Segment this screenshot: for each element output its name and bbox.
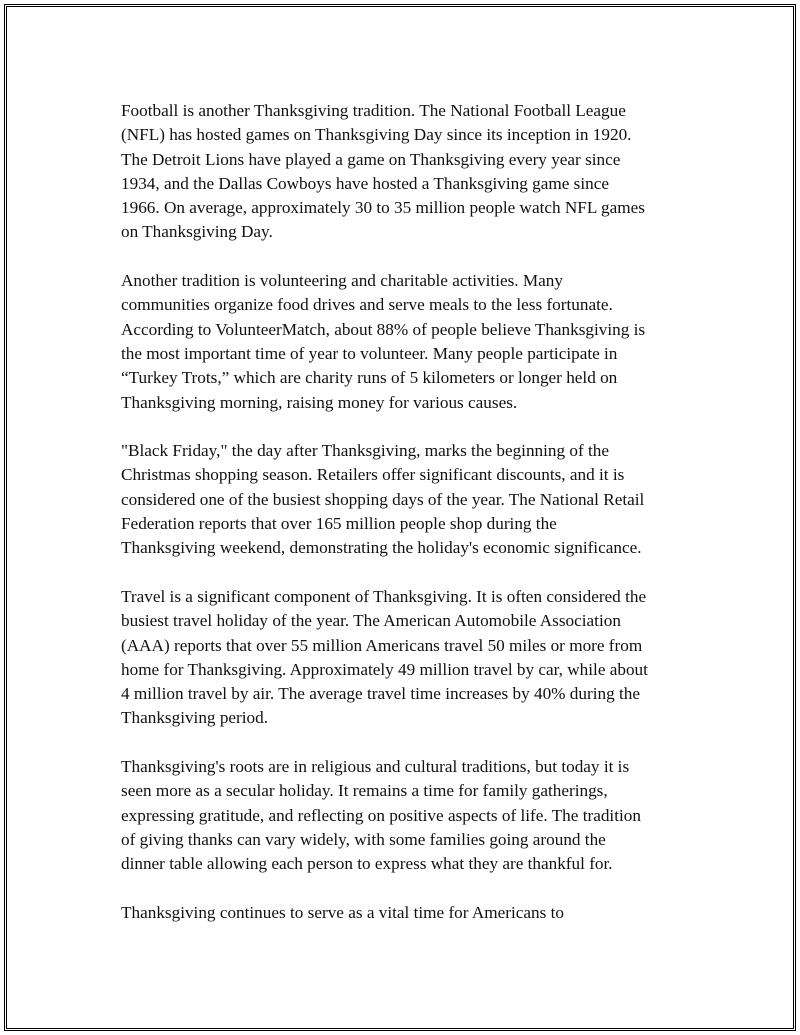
paragraph-football: Football is another Thanksgiving tradition. The National Football League (NFL) has hosted games on Thanksgiving Day since its inception in 1920. The Detroit Lions have played a game on Thanksgiving every year since 1934, and the Dallas Cowboys have hosted a Thanksgiving game since 1966. On average, approximately 30 to 35 million people watch NFL games on Thanksgiving Day.	[121, 101, 645, 242]
paragraph-volunteering: Another tradition is volunteering and charitable activities. Many communities organize food drives and serve meals to the less fortunate. According to VolunteerMatch, about 88% of people believe Thanksgiving is the most important time of year to volunteer. Many people participate in “Turkey Trots,” which are charity runs of 5 kilometers or longer held on Thanksgiving morning, raising money for various causes.	[121, 271, 646, 412]
paragraph-travel: Travel is a significant component of Thanksgiving. It is often considered the busiest travel holiday of the year. The American Automobile Association (AAA) reports that over 55 million Americans travel 50 miles or more from home for Thanksgiving. Approximately 49 million travel by car, while about 4 million travel by air. The average travel time increases by 40% during the Thanksgiving period.	[121, 586, 648, 728]
paragraph-continues: Thanksgiving continues to serve as a vital time for Americans to	[121, 902, 564, 922]
document-body	[121, 99, 701, 949]
page-frame	[4, 4, 796, 1031]
paragraph-roots: Thanksgiving's roots are in religious and cultural traditions, but today it is seen more as a secular holiday. It remains a time for family gatherings, expressing gratitude, and reflecting on positive aspects of life. The tradition of giving thanks can vary widely, with some families going around the dinner table allowing each person to express what they are thankful for.	[121, 757, 641, 874]
paragraph-black-friday: "Black Friday," the day after Thanksgiving, marks the beginning of the Christmas shopping season. Retailers offer significant discounts, and it is considered one of the busiest shopping days of the year. The National Retail Federation reports that over 165 million people shop during the Thanksgiving weekend, demonstrating the holiday's economic significance.	[121, 441, 645, 558]
